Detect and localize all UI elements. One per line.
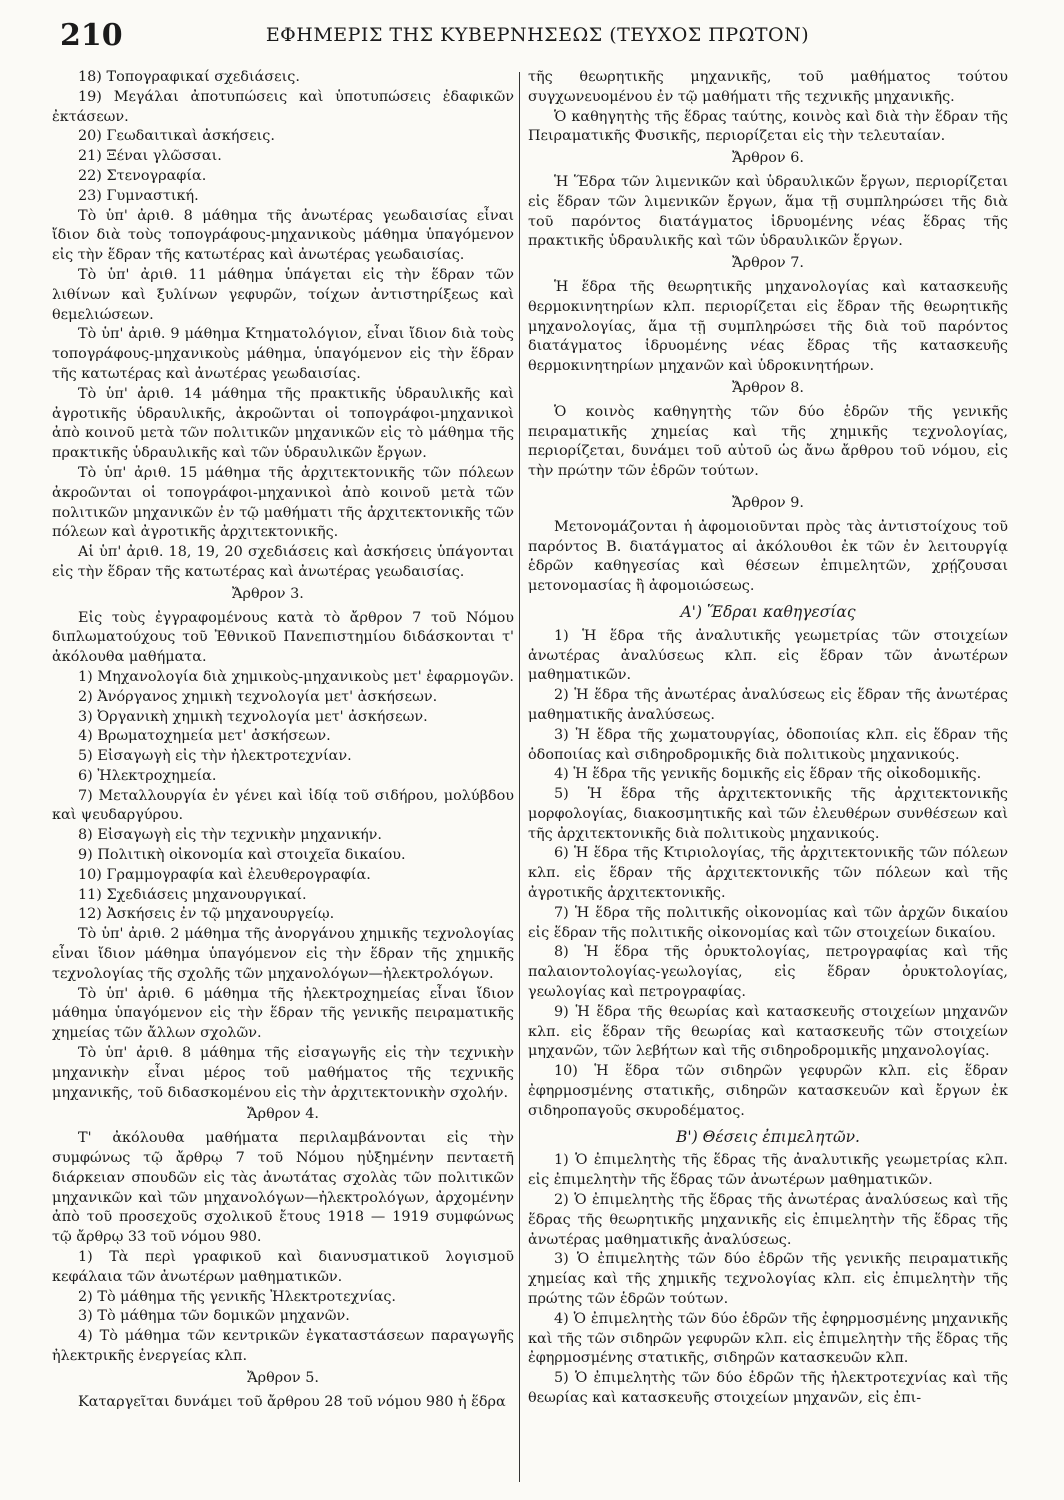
paragraph: Ἡ Ἕδρα τῶν λιμενικῶν καὶ ὑδραυλικῶν ἔργων, περιορίζεται εἰς ἕδραν τῶν λιμενικῶν ἔργων, ἅμα τῇ συμπληρώσει τῆς διὰ τοῦ παρόντος διατάγματος ἱδρυομένης νέας ἕδρας τῆς πρακτικῆς ὑδραυλικῆς καὶ τῶν ὑδραυλικῶν ἔργων.	[528, 173, 1008, 250]
article-heading: Ἄρθρον 4.	[247, 1106, 319, 1123]
list-item: 5) Ἡ ἕδρα τῆς ἀρχιτεκτονικῆς τῆς ἀρχιτεκτονικῆς μορφολογίας, διακοσμητικῆς καὶ τῶν ἐλευθέρων συνθέσεων καὶ τῆς ἀρχιτεκτονικῆς διὰ πολιτικοὺς μηχανικούς.	[528, 786, 1008, 842]
article-heading: Ἄρθρον 5.	[247, 1369, 319, 1386]
article-heading: Ἄρθρον 8.	[732, 379, 804, 396]
list-item: 1) Τὰ περὶ γραφικοῦ καὶ διανυσματικοῦ λογισμοῦ κεφάλαια τῶν ἀνωτέρων μαθηματικῶν.	[52, 1249, 514, 1285]
list-item: 19) Μεγάλαι ἀποτυπώσεις καὶ ὑποτυπώσεις ἐδαφικῶν ἐκτάσεων.	[52, 88, 514, 125]
list-item: 7) Ἡ ἕδρα τῆς πολιτικῆς οἰκονομίας καὶ τῶν ἀρχῶν δικαίου εἰς ἕδραν τῆς πολιτικῆς οἰκονομίας καὶ τῶν στοιχείων δικαίου.	[528, 904, 1008, 941]
list-item: 4) Ἡ ἕδρα τῆς γενικῆς δομικῆς εἰς ἕδραν τῆς οἰκοδομικῆς.	[554, 766, 982, 783]
left-column	[52, 68, 514, 1488]
list-item: 22) Στενογραφία.	[78, 167, 207, 184]
paragraph: Ὁ καθηγητὴς τῆς ἕδρας ταύτης, κοινὸς καὶ διὰ τὴν ἕδραν τῆς Πειραματικῆς Φυσικῆς, περιορίζεται εἰς τὴν τελευταίαν.	[528, 108, 1008, 145]
list-item: 5) Ὁ ἐπιμελητὴς τῶν δύο ἑδρῶν τῆς ἠλεκτροτεχνίας καὶ τῆς θεωρίας καὶ κατασκευῆς στοιχείων μηχανῶν, εἰς ἐπι-	[528, 1370, 1008, 1406]
list-item: 2) Ὁ ἐπιμελητὴς τῆς ἕδρας τῆς ἀνωτέρας ἀναλύσεως καὶ τῆς ἕδρας τῆς θεωρητικῆς μηχανικῆς εἰς ἐπιμελητὴν τῆς ἕδρας τῆς ἀνωτέρας μαθηματικῆς ἀναλύσεως.	[528, 1192, 1008, 1248]
section-heading: Α') Ἕδραι καθηγεσίας	[680, 602, 856, 621]
article-heading: Ἄρθρον 7.	[732, 255, 804, 272]
paragraph: Τὸ ὑπ' ἀριθ. 2 μάθημα τῆς ἀνοργάνου χημικῆς τεχνολογίας εἶναι ἴδιον μάθημα ὑπαγόμενον εἰς τὴν ἕδραν τῆς χημικῆς τεχνολογίας τῆς σχολῆς τῶν μηχανολόγων—ἠλεκτρολόγων.	[52, 926, 514, 982]
paragraph: Αἱ ὑπ' ἀριθ. 18, 19, 20 σχεδιάσεις καὶ ἀσκήσεις ὑπάγονται εἰς τὴν ἕδραν τῆς κατωτέρας καὶ ἀνωτέρας γεωδαισίας.	[52, 544, 514, 580]
paragraph: Τὸ ὑπ' ἀριθ. 15 μάθημα τῆς ἀρχιτεκτονικῆς τῶν πόλεων ἀκροῶνται οἱ τοπογράφοι-μηχανικοὶ ἀπὸ κοινοῦ μετὰ τῶν πολιτικῶν μηχανικῶν ἐν τῷ μαθήματι τῆς ἀρχιτεκτονικῆς τῶν πόλεων καὶ ἀγροτικῆς ἀρχιτεκτονικῆς.	[52, 464, 514, 541]
list-item: 8) Ἡ ἕδρα τῆς ὀρυκτολογίας, πετρογραφίας καὶ τῆς παλαιοντολογίας-γεωλογίας, εἰς ἕδραν ὀρυκτολογίας, γεωλογίας καὶ πετρογραφίας.	[528, 944, 1008, 1001]
list-item: 5) Εἰσαγωγὴ εἰς τὴν ἠλεκτροτεχνίαν.	[78, 748, 352, 765]
list-item: 12) Ἀσκήσεις ἐν τῷ μηχανουργείῳ.	[78, 906, 335, 923]
list-item: 7) Μεταλλουργία ἐν γένει καὶ ἰδίᾳ τοῦ σιδήρου, μολύβδου καὶ ψευδαργύρου.	[52, 787, 514, 824]
list-item: 2) Τὸ μάθημα τῆς γενικῆς Ἠλεκτροτεχνίας.	[78, 1288, 396, 1305]
list-item: 20) Γεωδαιτικαὶ ἀσκήσεις.	[78, 128, 275, 145]
paragraph: Μετονομάζονται ἡ ἀφομοιοῦνται πρὸς τὰς ἀντιστοίχους τοῦ παρόντος Β. διατάγματος αἱ ἀκόλουθοι ἐκ τῶν ἐν λειτουργίᾳ ἑδρῶν καθηγεσίας καὶ θέσεων ἐπιμελητῶν, χρῄζουσαι μετονομασίας ἢ ἀφομοιώσεως.	[528, 518, 1008, 595]
list-item: 3) Τὸ μάθημα τῶν δομικῶν μηχανῶν.	[78, 1308, 350, 1325]
paragraph: Τ' ἀκόλουθα μαθήματα περιλαμβάνονται εἰς τὴν συμφώνως τῷ ἄρθρῳ 7 τοῦ Νόμου ηὐξημένην πενταετῆ διάρκειαν σπουδῶν εἰς τὰς ἀνωτάτας σχολὰς τῶν πολιτικῶν μηχανικῶν καὶ τῶν μηχανολόγων—ἠλεκτρολόγων, ἀρχομένην ἀπὸ τοῦ προσεχοῦς σχολικοῦ ἔτους 1918 — 1919 συμφώνως τῷ ἄρθρῳ 33 τοῦ νόμου 980.	[52, 1130, 514, 1246]
list-item: 6) Ἡ ἕδρα τῆς Κτιριολογίας, τῆς ἀρχιτεκτονικῆς τῶν πόλεων κλπ. εἰς ἕδραν τῆς ἀρχιτεκτονικῆς τῶν πόλεων καὶ τῆς ἀγροτικῆς ἀρχιτεκτονικῆς.	[528, 845, 1008, 902]
running-title: ΕΦΗΜΕΡΙΣ ΤΗΣ ΚΥΒΕΡΝΗΣΕΩΣ (ΤΕΥΧΟΣ ΠΡΩΤΟΝ)	[265, 24, 810, 46]
list-item: 4) Βρωματοχημεία μετ' ἀσκήσεων.	[78, 728, 331, 745]
paragraph: Τὸ ὑπ' ἀριθ. 9 μάθημα Κτηματολόγιον, εἶναι ἴδιον διὰ τοὺς τοπογράφους-μηχανικοὺς μάθημα, ὑπαγόμενον εἰς τὴν ἕδραν τῆς κατωτέρας καὶ ἀνωτέρας γεωδαισίας.	[52, 326, 514, 382]
list-item: 3) Ὁ ἐπιμελητὴς τῶν δύο ἑδρῶν τῆς γενικῆς πειραματικῆς χημείας καὶ τῆς χημικῆς τεχνολογίας κλπ. εἰς ἐπιμελητὴν τῆς πρώτης τῶν ἑδρῶν τούτων.	[528, 1251, 1008, 1308]
paragraph: Τὸ ὑπ' ἀριθ. 8 μάθημα τῆς ἀνωτέρας γεωδαισίας εἶναι ἴδιον διὰ τοὺς τοπογράφους-μηχανικοὺς μάθημα ὑπαγόμενον εἰς τὴν ἕδραν τῆς κατωτέρας καὶ ἀνωτέρας γεωδαισίας.	[52, 207, 514, 264]
list-item: 23) Γυμναστική.	[78, 187, 199, 204]
article-heading: Ἄρθρον 6.	[732, 150, 804, 167]
list-item: 6) Ἠλεκτροχημεία.	[78, 767, 217, 784]
list-item: 2) Ἀνόργανος χημικὴ τεχνολογία μετ' ἀσκήσεων.	[78, 688, 438, 705]
paragraph: Ἡ ἕδρα τῆς θεωρητικῆς μηχανολογίας καὶ κατασκευῆς θερμοκινητηρίων κλπ. περιορίζεται εἰς ἕδραν τῆς θεωρητικῆς μηχανολογίας, ἅμα τῇ συμπληρώσει τῆς διὰ τοῦ παρόντος διατάγματος ἱδρυομένης νέας ἕδρας τῆς κατασκευῆς θερμοκινητηρίων μηχανῶν καὶ ὑδροκινητήρων.	[528, 278, 1008, 375]
list-item: 18) Τοπογραφικαί σχεδιάσεις.	[78, 69, 300, 85]
paragraph: τῆς θεωρητικῆς μηχανικῆς, τοῦ μαθήματος τούτου συγχωνευομένου ἐν τῷ μαθήματι τῆς τεχνικῆς μηχανικῆς.	[528, 69, 1008, 105]
list-item: 4) Ὁ ἐπιμελητὴς τῶν δύο ἑδρῶν τῆς ἐφηρμοσμένης μηχανικῆς καὶ τῆς τῶν σιδηρῶν γεφυρῶν κλπ. εἰς ἐπιμελητὴν τῆς ἕδρας τῆς ἐφηρμοσμένης στατικῆς, σιδηρῶν κατασκευῶν κλπ.	[528, 1310, 1008, 1367]
list-item: 8) Εἰσαγωγὴ εἰς τὴν τεχνικὴν μηχανικήν.	[78, 827, 383, 844]
paragraph: Τὸ ὑπ' ἀριθ. 11 μάθημα ὑπάγεται εἰς τὴν ἕδραν τῶν λιθίνων καὶ ξυλίνων γεφυρῶν, τοίχων ἀντιστηρίξεως καὶ θεμελιώσεων.	[52, 266, 514, 323]
list-item: 3) Ἡ ἕδρα τῆς χωματουργίας, ὁδοποιίας κλπ. εἰς ἕδραν τῆς ὁδοποιίας καὶ σιδηροδρομικῆς διὰ πολιτικοὺς μηχανικούς.	[528, 726, 1008, 763]
spacer	[528, 482, 1008, 492]
list-item: 3) Ὀργανικὴ χημικὴ τεχνολογία μετ' ἀσκήσεων.	[78, 708, 428, 725]
paragraph: Εἰς τοὺς ἐγγραφομένους κατὰ τὸ ἄρθρον 7 τοῦ Νόμου διπλωματούχους τοῦ Ἐθνικοῦ Πανεπιστημίου διδάσκονται τ' ἀκόλουθα μαθήματα.	[52, 609, 514, 666]
paragraph: Ὁ κοινὸς καθηγητὴς τῶν δύο ἑδρῶν τῆς γενικῆς πειραματικῆς χημείας καὶ τῆς χημικῆς τεχνολογίας, περιορίζεται, δυνάμει τοῦ αὐτοῦ ὡς ἄνω ἄρθρου τοῦ νόμου, εἰς τὴν πρώτην τῶν ἑδρῶν τούτων.	[528, 403, 1008, 480]
paragraph: Τὸ ὑπ' ἀριθ. 6 μάθημα τῆς ἠλεκτροχημείας εἶναι ἴδιον μάθημα ὑπαγόμενον εἰς τὴν ἕδραν τῆς γενικῆς πειραματικῆς χημείας τῶν ἄλλων σχολῶν.	[52, 985, 514, 1042]
page-header	[60, 18, 1015, 62]
section-heading: Β') Θέσεις ἐπιμελητῶν.	[676, 1127, 860, 1146]
article-heading: Ἄρθρον 3.	[232, 585, 304, 602]
paragraph: Καταργεῖται δυνάμει τοῦ ἄρθρου 28 τοῦ νόμου 980 ἡ ἕδρα	[78, 1393, 506, 1410]
list-item: 11) Σχεδιάσεις μηχανουργικαί.	[78, 886, 307, 903]
list-item: 10) Ἡ ἕδρα τῶν σιδηρῶν γεφυρῶν κλπ. εἰς ἕδραν ἐφηρμοσμένης στατικῆς, σιδηρῶν κατασκευῶν καὶ ἔργων ἐκ σιδηροπαγοῦς σκυροδέματος.	[528, 1063, 1008, 1119]
list-item: 1) Ἡ ἕδρα τῆς ἀναλυτικῆς γεωμετρίας τῶν στοιχείων ἀνωτέρας ἀναλύσεως κλπ. εἰς ἕδραν τῶν ἀνωτέρων μαθηματικῶν.	[528, 627, 1008, 684]
list-item: 21) Ξέναι γλῶσσαι.	[78, 148, 222, 165]
article-heading: Ἄρθρον 9.	[732, 494, 804, 511]
paragraph: Τὸ ὑπ' ἀριθ. 8 μάθημα τῆς εἰσαγωγῆς εἰς τὴν τεχνικὴν μηχανικὴν εἶναι μέρος τοῦ μαθήματος τῆς τεχνικῆς μηχανικῆς, τοῦ διδασκομένου εἰς τὴν ἀρχιτεκτονικὴν σχολήν.	[52, 1045, 514, 1101]
list-item: 4) Τὸ μάθημα τῶν κεντρικῶν ἐγκαταστάσεων παραγωγῆς ἠλεκτρικῆς ἐνεργείας κλπ.	[52, 1328, 514, 1364]
right-column	[528, 68, 1008, 1488]
list-item: 1) Ὁ ἐπιμελητὴς τῆς ἕδρας τῆς ἀναλυτικῆς γεωμετρίας κλπ. εἰς ἐπιμελητὴν τῆς ἕδρας τῶν ἀνωτέρων μαθηματικῶν.	[528, 1152, 1008, 1189]
list-item: 9) Ἡ ἕδρα τῆς θεωρίας καὶ κατασκευῆς στοιχείων μηχανῶν κλπ. εἰς ἕδραν τῆς θεωρίας καὶ κατασκευῆς τῶν στοιχείων μηχανῶν, τῶν λεβήτων καὶ τῆς σιδηροδρομικῆς μηχανολογίας.	[528, 1003, 1008, 1060]
page-number: 210	[60, 18, 123, 53]
list-item: 1) Μηχανολογία διὰ χημικοὺς-μηχανικοὺς μετ' ἐφαρμογῶν.	[78, 668, 514, 685]
list-item: 2) Ἡ ἕδρα τῆς ἀνωτέρας ἀναλύσεως εἰς ἕδραν τῆς ἀνωτέρας μαθηματικῆς ἀναλύσεως.	[528, 687, 1008, 723]
list-item: 9) Πολιτικὴ οἰκονομία καὶ στοιχεῖα δικαίου.	[78, 847, 406, 864]
column-divider	[519, 72, 520, 1482]
paragraph: Τὸ ὑπ' ἀριθ. 14 μάθημα τῆς πρακτικῆς ὑδραυλικῆς καὶ ἀγροτικῆς ὑδραυλικῆς, ἀκροῶνται οἱ τοπογράφοι-μηχανικοὶ ἀπὸ κοινοῦ μετὰ τῶν πολιτικῶν μηχανικῶν εἰς τὸ μάθημα τῆς πρακτικῆς ὑδραυλικῆς καὶ τῶν ὑδραυλικῶν ἔργων.	[52, 385, 514, 462]
list-item: 10) Γραμμογραφία καὶ ἐλευθερογραφία.	[78, 866, 371, 883]
